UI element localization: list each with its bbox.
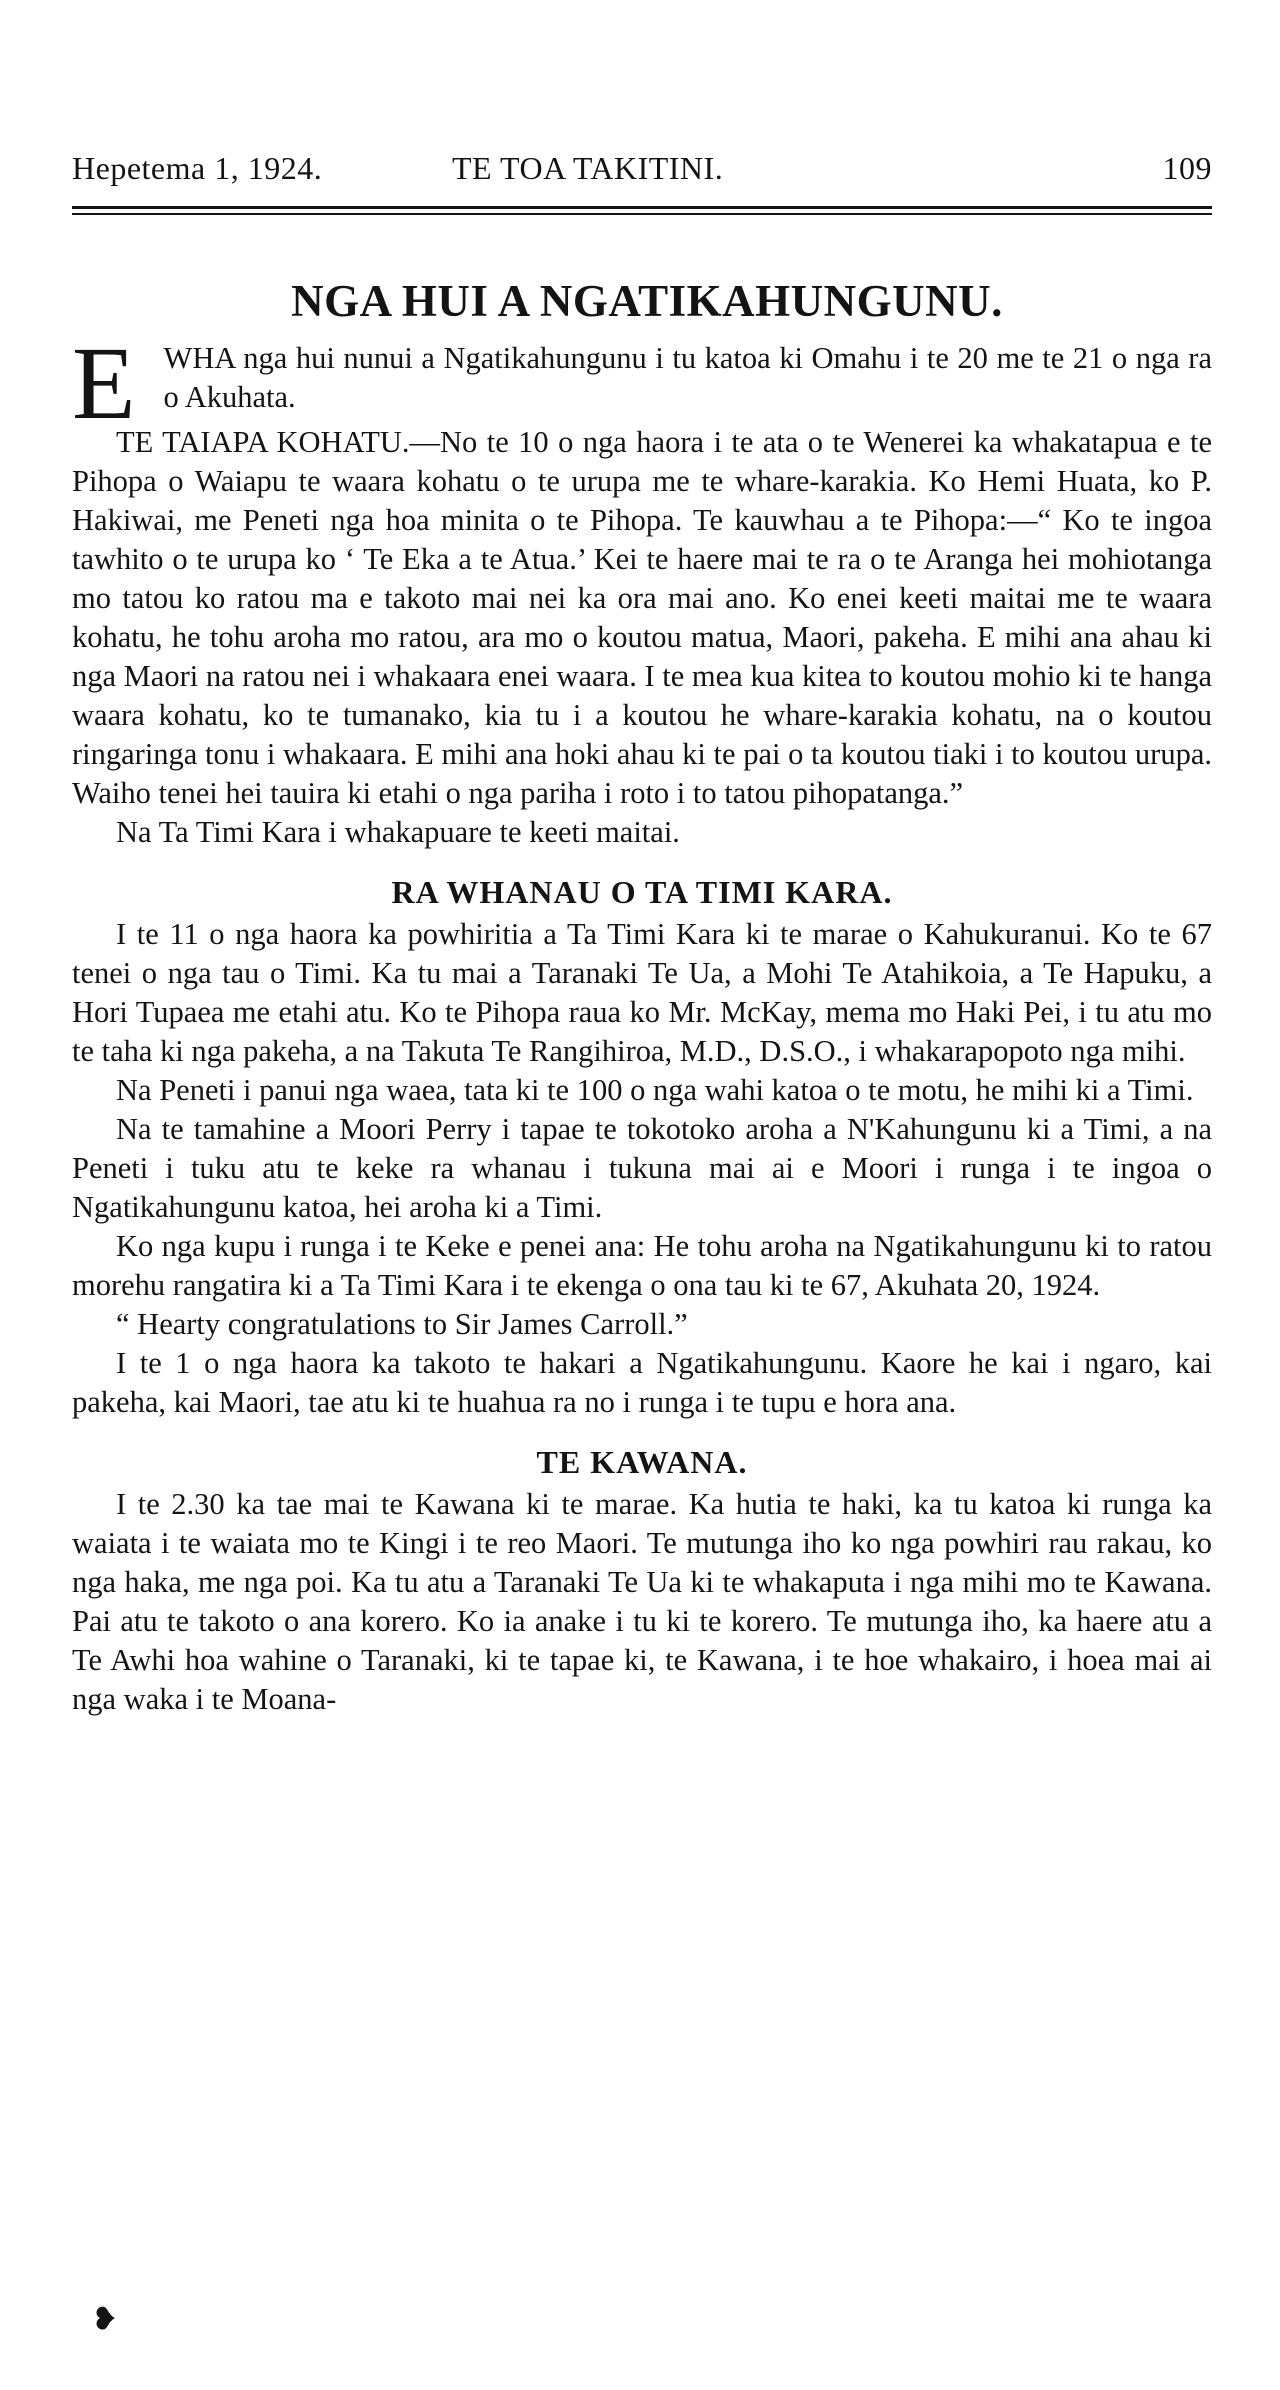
page-number: 109 [1162,150,1212,186]
section-paragraph: I te 11 o nga haora ka powhiritia a Ta Timi Kara ki te marae o Kahukuranui. Ko te 67 tenei o nga tau o Timi. Ka tu mai a Taranaki Te Ua, a Mohi Te Atahikoia, a Te Hapuku, a Hori Tupaea me etahi atu. Ko te Pihopa raua ko Mr. McKay, mema mo Haki Pei, i tu atu mo te taha ki nga pakeha, a na Takuta Te Rangihiroa, M.D., D.S.O., i whakarapopoto nga mihi. [72,917,1212,1068]
paragraph-taiapa-kohatu: TE TAIAPA KOHATU.—No te 10 o nga haora i te ata o te Wenerei ka whakatapua e te Pihopa o Waiapu te waara kohatu o te urupa me te whare-karakia. Ko Hemi Huata, ko P. Hakiwai, me Peneti nga hoa minita o te Pihopa. Te kauwhau a te Pihopa:—“ Ko te ingoa tawhito o te urupa ko ‘ Te Eka a te Atua.’ Kei te haere mai te ra o te Aranga hei mohiotanga mo tatou ko ratou ma e takoto mai nei ka ora mai ano. Ko enei keeti maitai me te waara kohatu, he tohu aroha mo ratou, ara mo o koutou matua, Maori, pakeha. E mihi ana ahau ki nga Maori na ratou nei i whakaara enei waara. I te mea kua kitea to koutou mohio ki te hanga waara kohatu, ko te tumanako, kia tu i a koutou he whare-karakia kohatu, na o koutou ringaringa tonu i whakaara. E mihi ana hoki ahau ki te pai o ta koutou tiaki i to koutou urupa. Waiho tenei hei tauira ki etahi o nga pariha i roto i to tatou pihopatanga.” [72,425,1212,810]
header-rule-thick [72,206,1212,209]
section-paragraph: I te 2.30 ka tae mai te Kawana ki te marae. Ka hutia te haki, ka tu katoa ki runga ka waiata i te waiata mo te Kingi i te reo Maori. Te mutunga iho ko nga powhiri rau rakau, ko nga haka, me nga poi. Ka tu atu a Taranaki Te Ua ki te whakaputa i nga mihi mo te Kawana. Pai atu te takoto o ana korero. Ko ia anake i tu ki te korero. Te mutunga iho, ka haere atu a Te Awhi hoa wahine o Taranaki, ki te tapae ki, te Kawana, i te hoe whakairo, i hoea mai ai nga waka i te Moana- [72,1487,1212,1716]
footer-ornament: ❥ [92,2303,118,2336]
header-rule-thin [72,213,1212,215]
section-heading-ra-whanau: RA WHANAU O TA TIMI KARA. [391,874,893,910]
issue-date: Hepetema 1, 1924. [72,150,323,186]
intro-paragraph: WHA nga hui nunui a Ngatikahungunu i tu katoa ki Omahu i te 20 me te 21 o nga ra o Akuhata. [163,341,1212,414]
running-head [72,150,1212,204]
section-paragraph: Ko nga kupu i runga i te Keke e penei ana: He tohu aroha na Ngatikahungunu ki to ratou morehu rangatira ki a Ta Timi Kara i te ekenga o ona tau ki te 67, Akuhata 20, 1924. [72,1229,1212,1302]
section-paragraph: “ Hearty congratulations to Sir James Carroll.” [116,1307,688,1341]
page [72,150,1212,1719]
section-heading-te-kawana: TE KAWANA. [536,1444,748,1480]
article-intro [72,339,1212,423]
publication-title: TE TOA TAKITINI. [452,150,724,186]
section-paragraph: I te 1 o nga haora ka takoto te hakari a Ngatikahungunu. Kaore he kai i ngaro, kai pakeha, kai Maori, tae atu ki te huahua ra no i runga i te tupu e hora ana. [72,1346,1212,1419]
section-paragraph: Na Peneti i panui nga waea, tata ki te 100 o nga wahi katoa o te motu, he mihi ki a Timi. [116,1073,1194,1107]
section-paragraph: Na te tamahine a Moori Perry i tapae te tokotoko aroha a N'Kahungunu ki a Timi, a na Peneti i tuku atu te keke ra whanau i tukuna mai ai e Moori i runga i te ingoa o Ngatikahungunu katoa, hei aroha ki a Timi. [72,1112,1212,1224]
paragraph-keeti: Na Ta Timi Kara i whakapuare te keeti maitai. [116,815,680,849]
drop-cap: E [72,339,136,423]
article-title: NGA HUI A NGATIKAHUNGUNU. [291,276,1003,326]
